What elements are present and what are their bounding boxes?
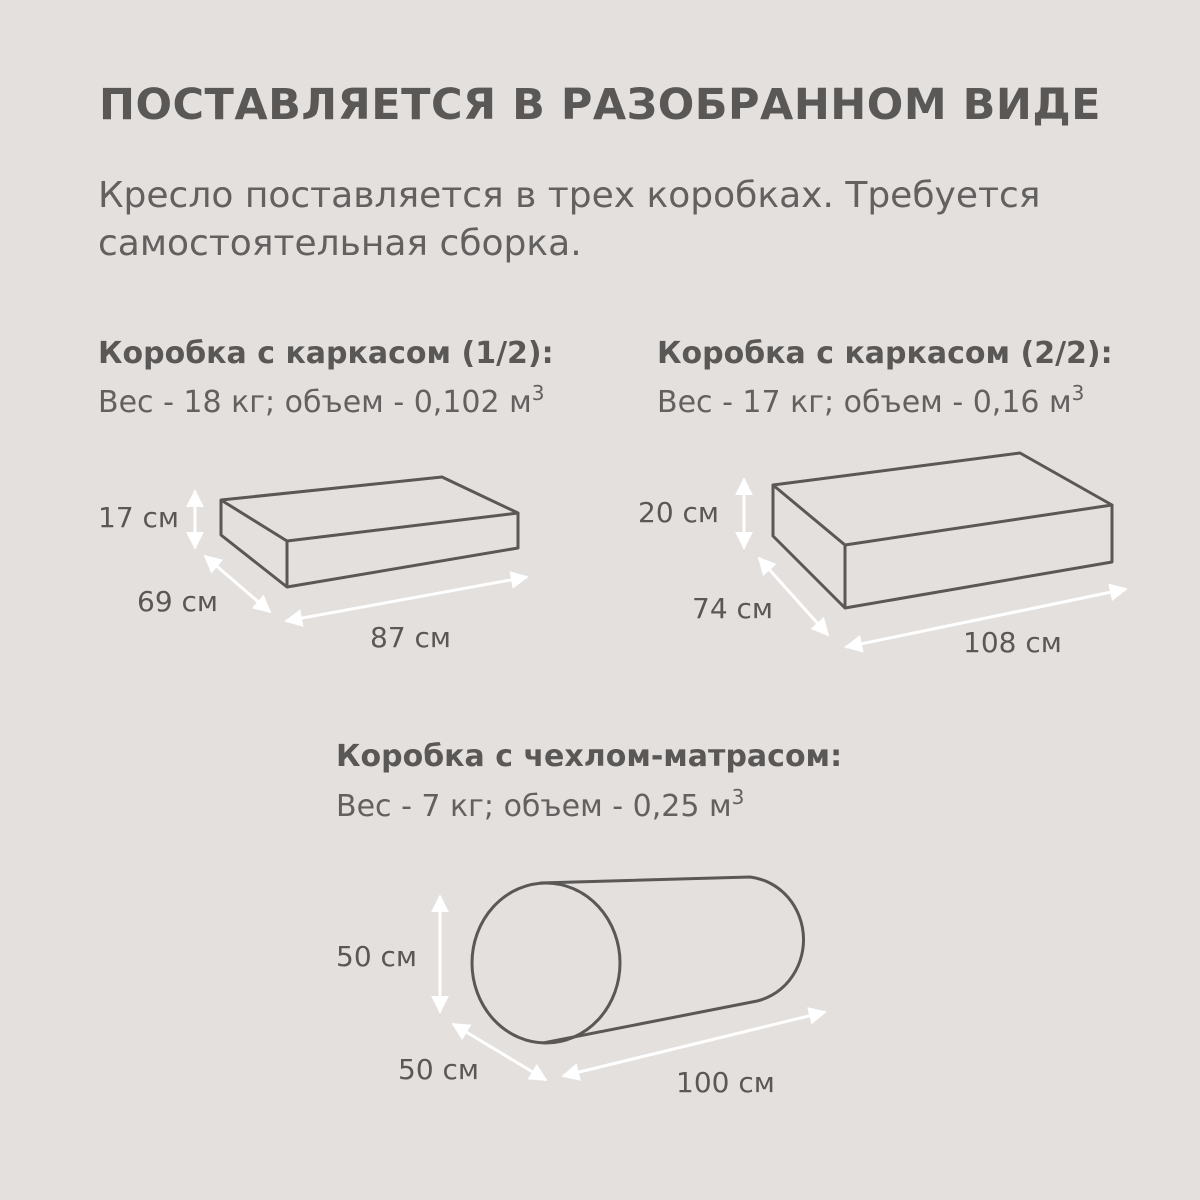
box-2-info-sup: 3 bbox=[1071, 381, 1085, 405]
cylinder-body bbox=[540, 877, 804, 1043]
box-3-depth-label: 50 см bbox=[398, 1053, 480, 1086]
box-1-info-sup: 3 bbox=[531, 381, 545, 405]
box-2-height-label: 20 см bbox=[638, 496, 720, 529]
box-1-heading: Коробка с каркасом (1/2): bbox=[98, 336, 554, 371]
box-3-length-label: 100 см bbox=[676, 1066, 775, 1099]
box-1-info-text: Вес - 18 кг; объем - 0,102 м bbox=[98, 385, 532, 420]
box-1-depth-label: 69 см bbox=[137, 585, 219, 618]
box-3-figure bbox=[440, 877, 825, 1080]
box-1-top-face bbox=[221, 477, 518, 541]
intro-line-2: самостоятельная сборка. bbox=[98, 223, 582, 264]
intro-line-1: Кресло поставляется в трех коробках. Требуется bbox=[98, 175, 1041, 216]
box-2-figure bbox=[744, 453, 1126, 647]
box-2-front-edges bbox=[773, 485, 1112, 608]
box-3-info-sup: 3 bbox=[731, 785, 745, 809]
box-2-depth-label: 74 см bbox=[692, 592, 774, 625]
box-2-info-text: Вес - 17 кг; объем - 0,16 м bbox=[657, 385, 1072, 420]
box-1-length-arrow bbox=[286, 577, 527, 621]
box-2-heading: Коробка с каркасом (2/2): bbox=[657, 336, 1113, 371]
box-2-length-label: 108 см bbox=[963, 626, 1062, 659]
box-1-height-label: 17 см bbox=[98, 501, 180, 534]
box-1-length-label: 87 см bbox=[370, 621, 452, 654]
box-1-front-edges bbox=[221, 500, 518, 587]
cylinder-end-circle bbox=[472, 883, 620, 1043]
page-title: ПОСТАВЛЯЕТСЯ В РАЗОБРАННОМ ВИДЕ bbox=[98, 80, 1102, 130]
box-3-heading: Коробка с чехлом-матрасом: bbox=[336, 739, 843, 774]
box-1-figure bbox=[195, 477, 527, 621]
box-3-info-text: Вес - 7 кг; объем - 0,25 м bbox=[336, 789, 732, 824]
box-2-top-face bbox=[773, 453, 1112, 545]
box-3-height-label: 50 см bbox=[336, 940, 418, 973]
